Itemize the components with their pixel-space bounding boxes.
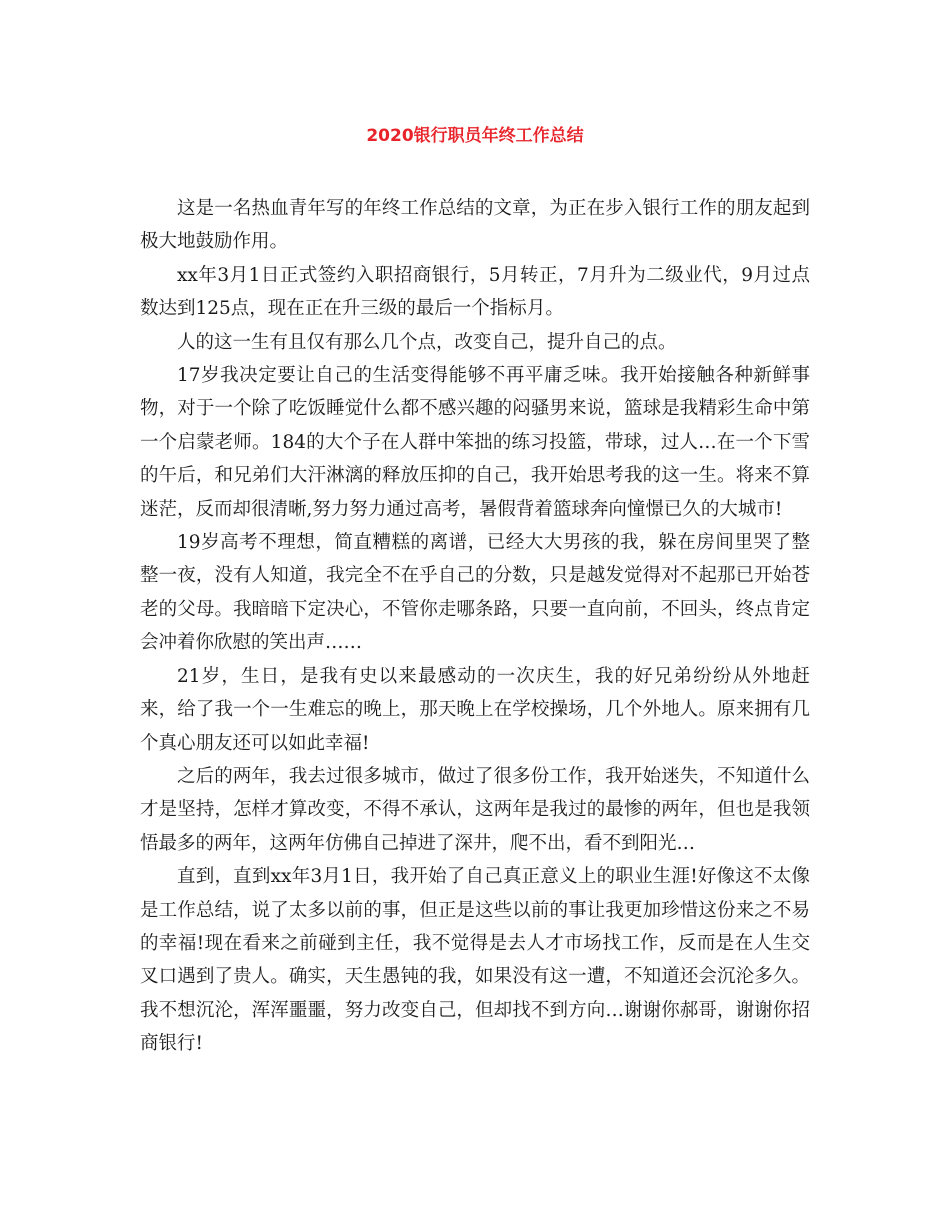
document-title: 2020银行职员年终工作总结 (366, 126, 584, 146)
paragraph-career: 直到，直到xx年3月1日，我开始了自己真正意义上的职业生涯!好像这不太像是工作总结，说了太多以前的事，但正是这些以前的事让我更加珍惜这份来之不易的幸福!现在看来之前碰到主任，我不觉得是去人才市场找工作，反而是在人生交叉口遇到了贵人。确实，天生愚钝的我，如果没有这一遭，不知道还会沉沦多久。我不想沉沦，浑浑噩噩，努力改变自己，但却找不到方向…谢谢你郝哥，谢谢你招商银行! (140, 866, 811, 1055)
paragraph-signing: xx年3月1日正式签约入职招商银行，5月转正，7月升为二级业代，9月过点数达到125点，现在正在升三级的最后一个指标月。 (140, 264, 810, 320)
paragraph-two-years: 之后的两年，我去过很多城市，做过了很多份工作，我开始迷失，不知道什么才是坚持，怎样才算改变，不得不承认，这两年是我过的最惨的两年，但也是我领悟最多的两年，这两年仿佛自己掉进了深井，爬不出，看不到阳光… (140, 765, 810, 854)
paragraph-age-19: 19岁高考不理想，简直糟糕的离谱，已经大大男孩的我，躲在房间里哭了整整一夜，没有人知道，我完全不在乎自己的分数，只是越发觉得对不起那已开始苍老的父母。我暗暗下定决心，不管你走哪条路，只要一直向前，不回头，终点肯定会冲着你欣慰的笑出声…… (140, 532, 810, 654)
paragraph-age-17: 17岁我决定要让自己的生活变得能够不再平庸乏味。我开始接触各种新鲜事物，对于一个除了吃饭睡觉什么都不感兴趣的闷骚男来说，篮球是我精彩生命中第一个启蒙老师。184的大个子在人群中笨拙的练习投篮，带球，过人…在一个下雪的午后，和兄弟们大汗淋漓的释放压抑的自己，我开始思考我的这一生。将来不算迷茫，反而却很清晰,努力努力通过高考，暑假背着篮球奔向憧憬已久的大城市! (140, 365, 810, 520)
paragraph-intro: 这是一名热血青年写的年终工作总结的文章，为正在步入银行工作的朋友起到极大地鼓励作用。 (140, 198, 810, 253)
document-body (140, 192, 810, 1061)
paragraph-age-21: 21岁，生日，是我有史以来最感动的一次庆生，我的好兄弟纷纷从外地赶来，给了我一个一生难忘的晚上，那天晚上在学校操场，几个外地人。原来拥有几个真心朋友还可以如此幸福! (140, 665, 810, 754)
paragraph-points: 人的这一生有且仅有那么几个点，改变自己，提升自己的点。 (177, 331, 677, 353)
